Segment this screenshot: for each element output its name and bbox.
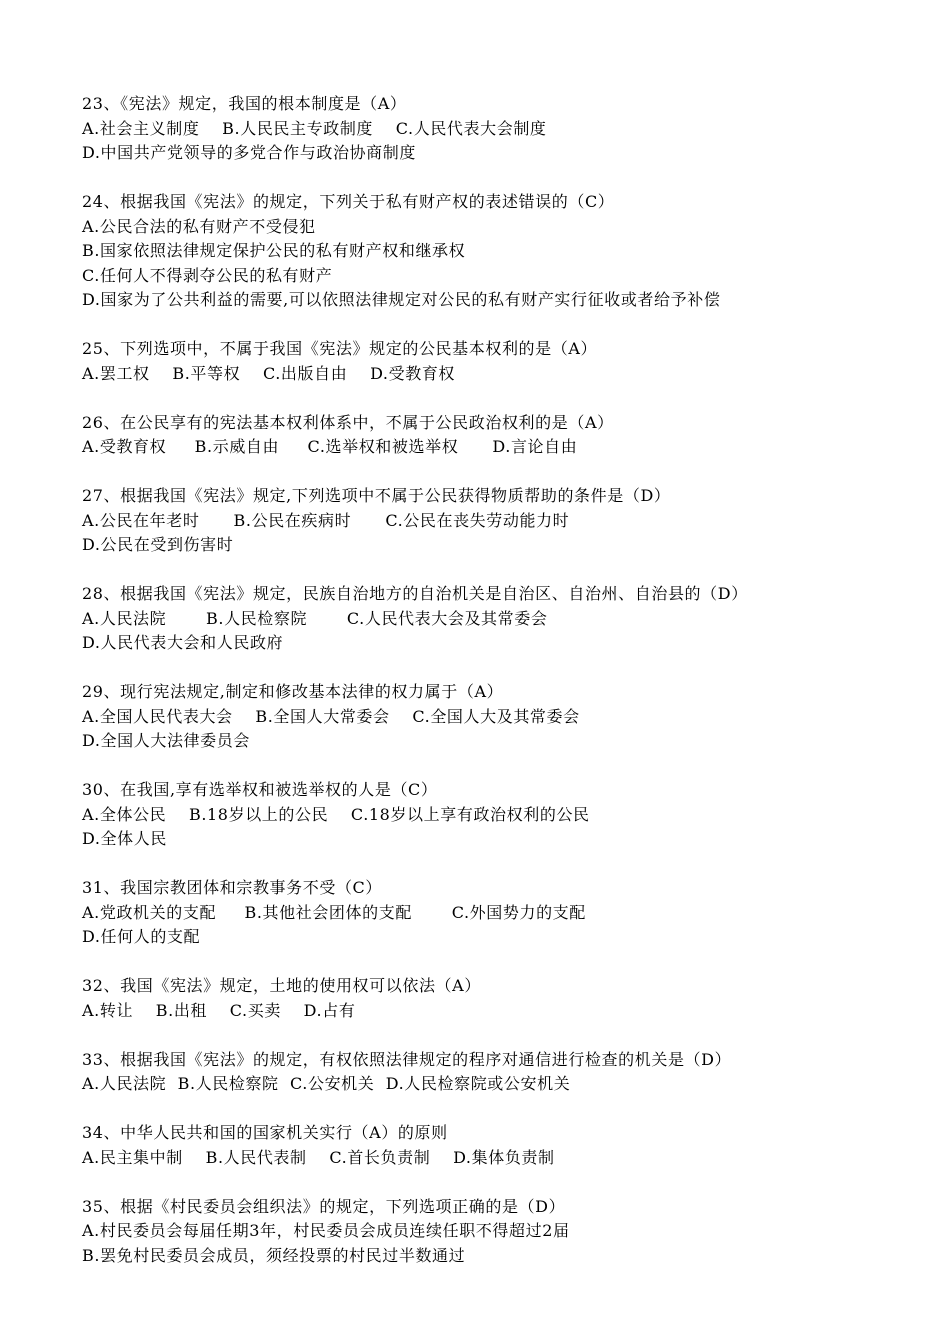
question-options: D.全体人民 (82, 829, 167, 848)
question-options: D.国家为了公共利益的需要,可以依照法律规定对公民的私有财产实行征收或者给予补偿 (82, 290, 721, 309)
question-block (82, 1195, 882, 1269)
question-options: C.任何人不得剥夺公民的私有财产 (82, 265, 333, 285)
question-options: D.任何人的支配 (82, 927, 201, 946)
question-block (82, 484, 882, 558)
question-options: A.公民合法的私有财产不受侵犯 (82, 216, 316, 236)
question-block (82, 680, 882, 754)
question-block (82, 582, 882, 656)
question-stem: 33、根据我国《宪法》的规定，有权依照法律规定的程序对通信进行检查的机关是（D） (82, 1049, 732, 1069)
question-options: A.转让 B.出租 C.买卖 D.占有 (82, 1000, 356, 1020)
question-options: A.民主集中制 B.人民代表制 C.首长负责制 D.集体负责制 (82, 1147, 555, 1167)
question-options: A.全国人民代表大会 B.全国人大常委会 C.全国人大及其常委会 (82, 706, 580, 726)
question-stem: 25、下列选项中，不属于我国《宪法》规定的公民基本权利的是（A） (82, 339, 598, 358)
question-stem: 28、根据我国《宪法》规定，民族自治地方的自治机关是自治区、自治州、自治县的（D） (82, 584, 748, 603)
question-options: A.罢工权 B.平等权 C.出版自由 D.受教育权 (82, 363, 456, 383)
question-stem: 27、根据我国《宪法》规定,下列选项中不属于公民获得物质帮助的条件是（D） (82, 486, 671, 505)
question-options: D.中国共产党领导的多党合作与政治协商制度 (82, 143, 416, 162)
question-stem: 32、我国《宪法》规定，土地的使用权可以依法（A） (82, 976, 481, 995)
question-block (82, 411, 882, 460)
question-options: A.全体公民 B.18岁以上的公民 C.18岁以上享有政治权利的公民 (82, 804, 590, 824)
question-options: A.公民在年老时 B.公民在疾病时 C.公民在丧失劳动能力时 (82, 510, 570, 530)
question-stem: 31、我国宗教团体和宗教事务不受（C） (82, 878, 383, 897)
question-block (82, 778, 882, 852)
question-stem: 30、在我国,享有选举权和被选举权的人是（C） (82, 780, 438, 799)
question-stem: 35、根据《村民委员会组织法》的规定，下列选项正确的是（D） (82, 1196, 566, 1216)
question-options: A.党政机关的支配 B.其他社会团体的支配 C.外国势力的支配 (82, 902, 586, 922)
question-list (82, 92, 882, 1293)
question-block (82, 92, 882, 166)
question-stem: 29、现行宪法规定,制定和修改基本法律的权力属于（A） (82, 682, 504, 701)
question-block (82, 876, 882, 950)
question-block (82, 190, 882, 313)
question-block (82, 1048, 882, 1097)
question-stem: 26、在公民享有的宪法基本权利体系中，不属于公民政治权利的是（A） (82, 412, 614, 432)
question-stem: 34、中华人民共和国的国家机关实行（A）的原则 (82, 1123, 448, 1142)
question-options: A.社会主义制度 B.人民民主专政制度 C.人民代表大会制度 (82, 118, 547, 138)
question-stem: 23、《宪法》规定，我国的根本制度是（A） (82, 94, 407, 113)
question-options: A.人民法院 B.人民检察院 C.公安机关 D.人民检察院或公安机关 (82, 1074, 571, 1093)
question-options: B.罢免村民委员会成员，须经投票的村民过半数通过 (82, 1245, 466, 1265)
question-block (82, 974, 882, 1023)
question-options: A.村民委员会每届任期3年，村民委员会成员连续任职不得超过2届 (82, 1221, 570, 1240)
question-stem: 24、根据我国《宪法》的规定，下列关于私有财产权的表述错误的（C） (82, 192, 615, 211)
question-block (82, 337, 882, 386)
question-options: B.国家依照法律规定保护公民的私有财产权和继承权 (82, 241, 466, 260)
question-options: D.人民代表大会和人民政府 (82, 633, 284, 652)
question-options: A.受教育权 B.示威自由 C.选举权和被选举权 D.言论自由 (82, 437, 578, 456)
question-options: A.人民法院 B.人民检察院 C.人民代表大会及其常委会 (82, 608, 548, 628)
question-block (82, 1121, 882, 1170)
question-options: D.公民在受到伤害时 (82, 535, 234, 554)
question-options: D.全国人大法律委员会 (82, 731, 250, 750)
